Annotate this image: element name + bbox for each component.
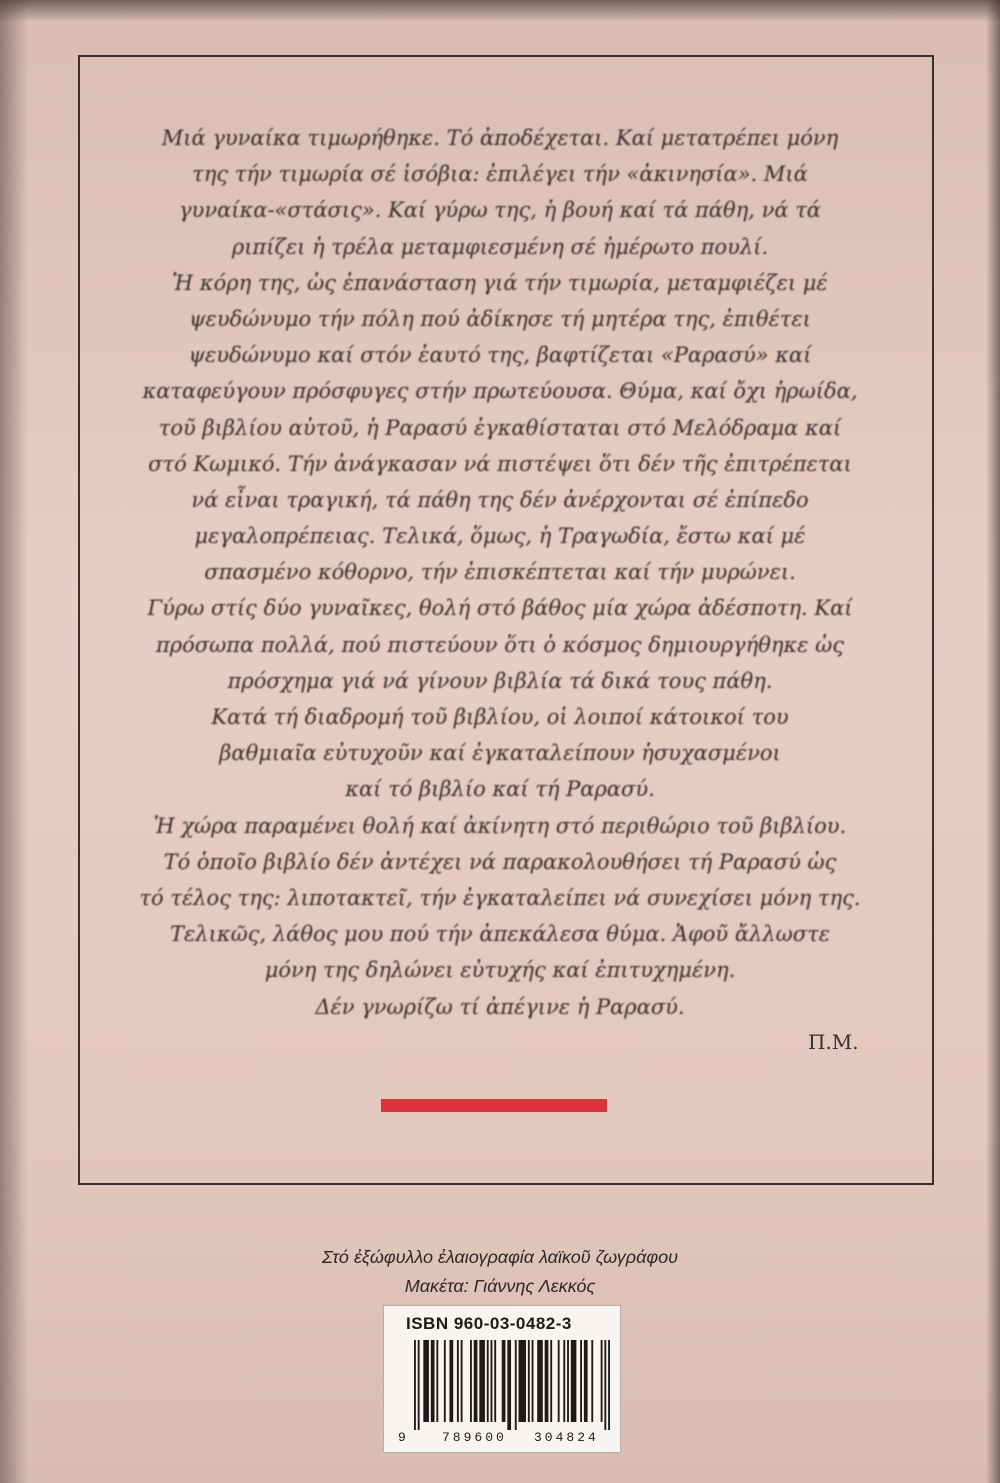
barcode-bar <box>567 1340 569 1422</box>
blurb-line: σπασμένο κόθορνο, τήν ἐπισκέπτεται καί τήν μυρώνει. <box>204 560 796 585</box>
barcode-bar <box>444 1340 446 1422</box>
blurb-line: ψευδώνυμο καί στόν ἑαυτό της, βαφτίζεται «Ραρασύ» καί <box>188 343 812 368</box>
blurb-line: Κατά τή διαδρομή τοῦ βιβλίου, οἱ λοιποί κάτοικοί του <box>211 705 789 729</box>
blurb-line: στό Κωμικό. Τήν ἀνάγκασαν νά πιστέψει ὅτι δέν τῆς ἐπιτρέπεται <box>148 451 852 476</box>
blurb-line: Γύρω στίς δύο γυναῖκες, θολή στό βάθος μία χώρα ἀδέσποτη. Καί <box>147 596 853 621</box>
barcode-bar <box>558 1340 560 1422</box>
barcode-bar <box>414 1340 416 1430</box>
barcode-bar <box>571 1340 577 1422</box>
blurb-line: Τελικῶς, λάθος μου πού τήν ἀπεκάλεσα θύμα. Ἀφοῦ ἄλλωστε <box>170 922 830 947</box>
barcode-bars <box>414 1340 610 1430</box>
barcode-bar <box>584 1340 588 1422</box>
blurb-line: μόνη της δηλώνει εὐτυχής καί ἐπιτυχημένη. <box>264 958 736 983</box>
layout-credit: Μακέτα: Γιάννης Λεκκός <box>404 1276 596 1296</box>
blurb-line: τό τέλος της: λιποτακτεῖ, τήν ἐγκαταλείπει νά συνεχίσει μόνη της. <box>139 885 861 910</box>
barcode-bar <box>507 1340 511 1430</box>
barcode-bar <box>528 1340 530 1422</box>
top-edge-shadow <box>0 0 1000 22</box>
blurb-line: Μιά γυναίκα τιμωρήθηκε. Τό ἀποδέχεται. Καί μετατρέπει μόνη <box>161 126 839 150</box>
barcode-bar <box>474 1340 478 1422</box>
blurb-line: βαθμιαῖα εὐτυχοῦν καί ἐγκαταλείπουν ἡσυχασμένοι <box>219 741 781 766</box>
blurb-line: πρόσχημα γιά νά γίνουν βιβλία τά δικά τους πάθη. <box>227 668 773 693</box>
blurb-line: Τό ὁποῖο βιβλίο δέν ἀντέχει νά παρακολουθήσει τή Ραρασύ ὡς <box>163 849 837 874</box>
blurb-line: της τήν τιμωρία σέ ἰσόβια: ἐπιλέγει τήν «ἀκινησία». Μιά <box>192 162 808 187</box>
barcode-bar <box>431 1340 435 1422</box>
author-initials: Π.Μ. <box>808 1030 859 1054</box>
barcode-bar <box>423 1340 429 1422</box>
barcode-bar <box>608 1340 610 1430</box>
barcode-bar <box>470 1340 472 1422</box>
barcode-bar <box>519 1340 526 1422</box>
blurb-line: γυναίκα-«στάσις». Καί γύρω της, ἡ βουή καί τά πάθη, νά τά <box>179 198 821 223</box>
ean-left-group: 789600 <box>442 1430 507 1445</box>
barcode-bar <box>550 1340 552 1422</box>
blurb-line: νά εἶναι τραγική, τά πάθη της δέν ἀνέρχονται σέ ἐπίπεδο <box>191 487 809 512</box>
blurb-line: καταφεύγουν πρόσφυγες στήν πρωτεύουσα. Θύμα, καί ὄχι ἡρωίδα, <box>142 379 858 404</box>
barcode-bar <box>601 1340 603 1422</box>
barcode-bar <box>436 1340 438 1422</box>
barcode-bar <box>487 1340 489 1422</box>
isbn-barcode <box>383 1305 621 1453</box>
barcode-bar <box>545 1340 549 1422</box>
barcode-bar <box>457 1340 459 1422</box>
blurb-line: μεγαλοπρέπειας. Τελικά, ὅμως, ἡ Τραγωδία, ἔστω καί μέ <box>194 524 806 549</box>
red-accent-bar <box>381 1099 607 1112</box>
barcode-bar <box>591 1340 593 1422</box>
blurb-line: ριπίζει ἡ τρέλα μεταμφιεσμένη σέ ἠμέρωτο πουλί. <box>231 234 769 259</box>
blurb-line: τοῦ βιβλίου αὐτοῦ, ἡ Ραρασύ ἐγκαθίσταται στό Μελόδραμα καί <box>158 415 842 440</box>
barcode-bar <box>515 1340 517 1430</box>
left-edge-shadow <box>0 0 28 1483</box>
barcode-bar <box>479 1340 485 1422</box>
blurb-line: Ἡ χώρα παραμένει θολή καί ἀκίνητη στό περιθώριο τοῦ βιβλίου. <box>153 813 847 838</box>
blurb-line: Ἡ κόρη της, ὡς ἐπανάσταση γιά τήν τιμωρία, μεταμφιέζει μέ <box>172 270 828 295</box>
blurb-line: καί τό βιβλίο καί τή Ραρασύ. <box>345 777 655 802</box>
credits-block <box>200 1243 800 1301</box>
barcode-bar <box>491 1340 493 1422</box>
blurb-line: ψευδώνυμο τήν πόλη πού ἀδίκησε τή μητέρα της, ἐπιθέτει <box>189 306 811 331</box>
ean-first-digit: 9 <box>398 1430 406 1445</box>
barcode-bar <box>418 1340 420 1430</box>
blurb-line: πρόσωπα πολλά, πού πιστεύουν ὅτι ὁ κόσμος δημιουργήθηκε ὡς <box>155 632 845 657</box>
barcode-bar <box>563 1340 565 1422</box>
blurb-line: Δέν γνωρίζω τί ἀπέγινε ἡ Ραρασύ. <box>315 994 685 1019</box>
isbn-number: ISBN 960-03-0482-3 <box>406 1314 572 1333</box>
barcode-bar <box>580 1340 582 1422</box>
cover-art-credit: Στό ἐξώφυλλο ἐλαιογραφία λαϊκοῦ ζωγράφου <box>321 1247 678 1267</box>
barcode-bar <box>449 1340 453 1422</box>
barcode-bar <box>502 1340 506 1422</box>
barcode-bar <box>532 1340 534 1422</box>
barcode-bar <box>494 1340 496 1422</box>
barcode-bar <box>604 1340 606 1430</box>
blurb-text <box>100 120 900 1025</box>
barcode-bar <box>461 1340 463 1422</box>
ean-right-group: 304824 <box>534 1430 599 1445</box>
right-edge-shadow <box>986 0 1000 1483</box>
barcode-bar <box>537 1340 543 1422</box>
